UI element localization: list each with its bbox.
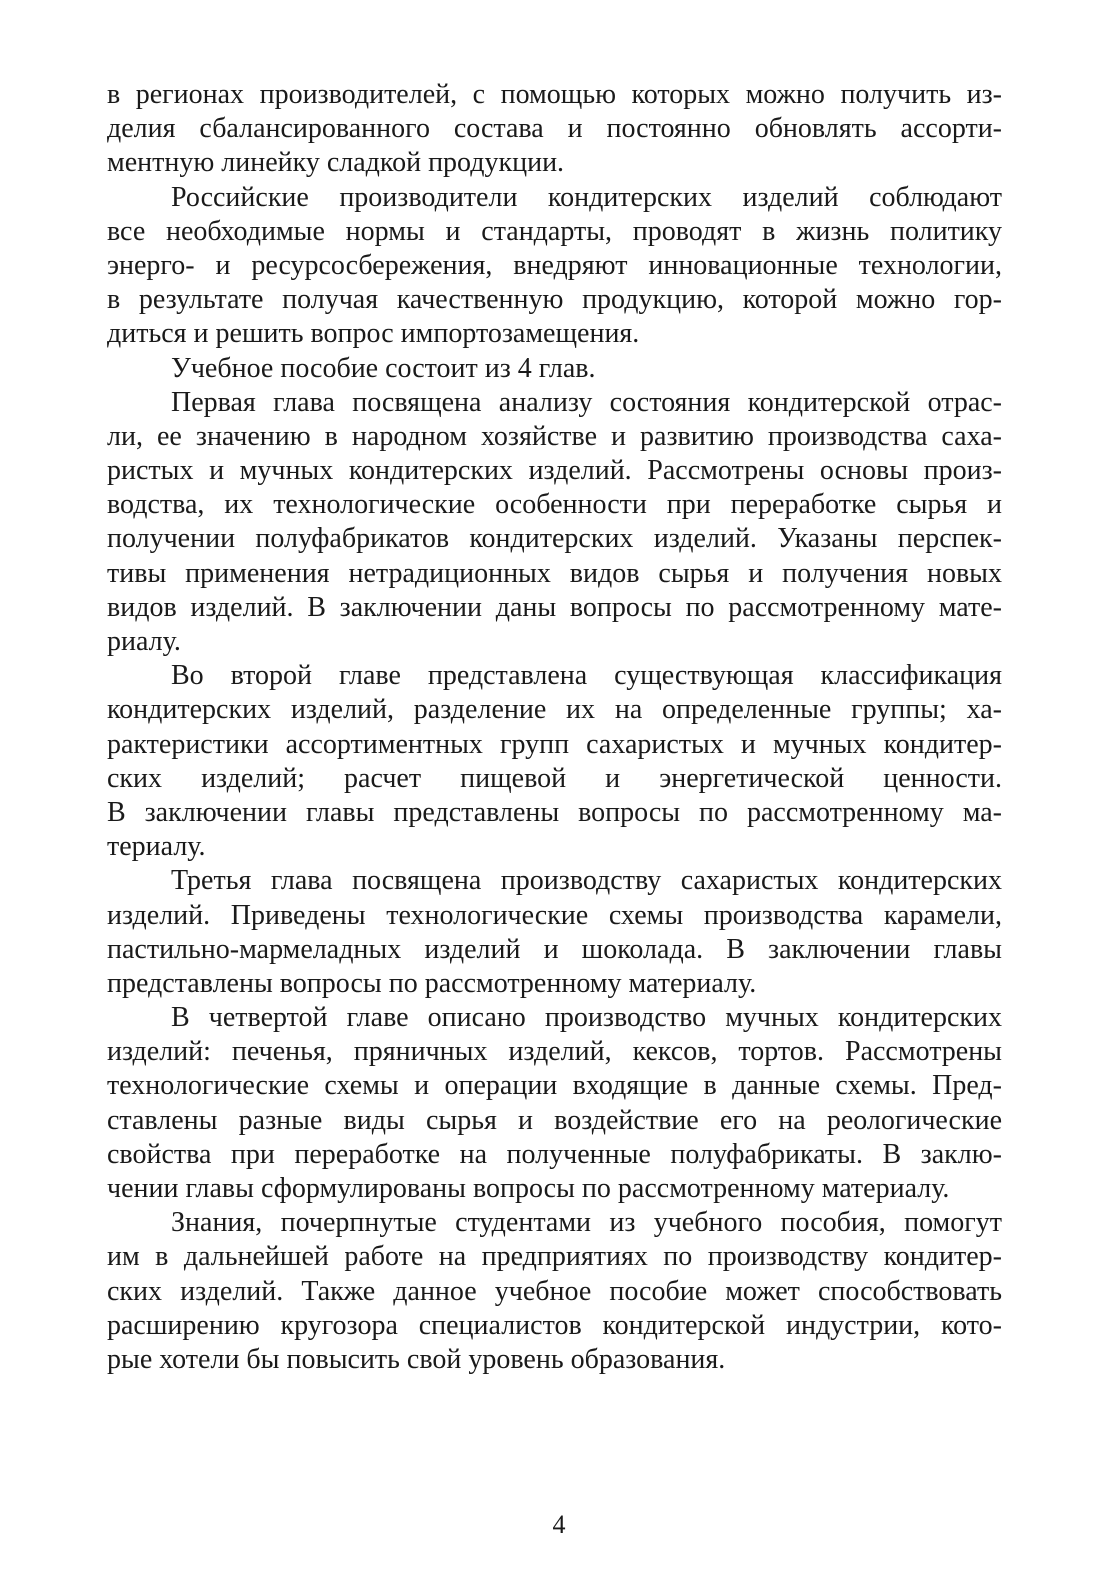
- text-line: Учебное пособие состоит из 4 глав.: [171, 352, 596, 384]
- text-line: изделий. Приведены технологические схемы производства карамели,: [107, 899, 1002, 931]
- text-line: свойства при переработке на полученные полуфабрикаты. В заклю-: [107, 1138, 1002, 1170]
- text-line: в результате получая качественную продукцию, которой можно гор-: [107, 284, 1002, 316]
- text-line: ставлены разные виды сырья и воздействие его на реологические: [107, 1104, 1002, 1136]
- text-line: расширению кругозора специалистов кондитерской индустрии, кото-: [107, 1309, 1002, 1341]
- text-line: риалу.: [107, 626, 181, 657]
- text-line: все необходимые нормы и стандарты, проводят в жизнь политику: [107, 215, 1002, 247]
- text-line: технологические схемы и операции входящие в данные схемы. Пред-: [107, 1070, 1002, 1102]
- text-line: видов изделий. В заключении даны вопросы по рассмотренному мате-: [107, 591, 1002, 623]
- text-line: водства, их технологические особенности при переработке сырья и: [107, 489, 1002, 521]
- page-number: 4: [552, 1510, 566, 1539]
- text-line: в регионах производителей, с помощью которых можно получить из-: [107, 79, 1002, 110]
- text-line: Знания, почерпнутые студентами из учебного пособия, помогут: [171, 1207, 1002, 1239]
- text-line: териалу.: [107, 831, 206, 863]
- text-line: Российские производители кондитерских изделий соблюдают: [171, 181, 1002, 213]
- text-line: ментную линейку сладкой продукции.: [107, 147, 565, 179]
- text-line: Во второй главе представлена существующая классификация: [171, 660, 1002, 692]
- text-line: ских изделий. Также данное учебное пособие может способствовать: [107, 1275, 1002, 1307]
- text-line: ли, ее значению в народном хозяйстве и развитию производства саха-: [107, 420, 1002, 452]
- text-line: чении главы сформулированы вопросы по рассмотренному материалу.: [107, 1173, 950, 1204]
- text-line: рые хотели бы повысить свой уровень образования.: [107, 1343, 726, 1375]
- text-line: диться и решить вопрос импортозамещения.: [107, 318, 640, 350]
- text-line: кондитерских изделий, разделение их на определенные группы; ха-: [107, 694, 1002, 726]
- text-line: получении полуфабрикатов кондитерских изделий. Указаны перспек-: [107, 523, 1002, 555]
- text-line: В заключении главы представлены вопросы по рассмотренному ма-: [107, 796, 1002, 828]
- text-line: В четвертой главе описано производство мучных кондитерских: [171, 1002, 1002, 1034]
- text-line: тивы применения нетрадиционных видов сырья и получения новых: [107, 557, 1002, 589]
- text-line: Третья глава посвящена производству сахаристых кондитерских: [171, 865, 1002, 897]
- text-line: изделий: печенья, пряничных изделий, кексов, тортов. Рассмотрены: [107, 1036, 1002, 1068]
- text-line: рактеристики ассортиментных групп сахаристых и мучных кондитер-: [107, 728, 1002, 760]
- text-line: энерго- и ресурсосбережения, внедряют инновационные технологии,: [107, 249, 1002, 281]
- text-line: пастильно-мармеладных изделий и шоколада. В заключении главы: [107, 933, 1002, 965]
- body-text: [107, 78, 1002, 1377]
- text-line: ристых и мучных кондитерских изделий. Рассмотрены основы произ-: [107, 455, 1002, 487]
- text-line: Первая глава посвящена анализу состояния кондитерской отрас-: [171, 386, 1002, 418]
- text-line: ских изделий; расчет пищевой и энергетической ценности.: [107, 762, 1002, 794]
- text-line: им в дальнейшей работе на предприятиях по производству кондитер-: [107, 1241, 1002, 1273]
- text-line: делия сбалансированного состава и постоянно обновлять ассорти-: [107, 113, 1002, 145]
- text-line: представлены вопросы по рассмотренному материалу.: [107, 967, 757, 999]
